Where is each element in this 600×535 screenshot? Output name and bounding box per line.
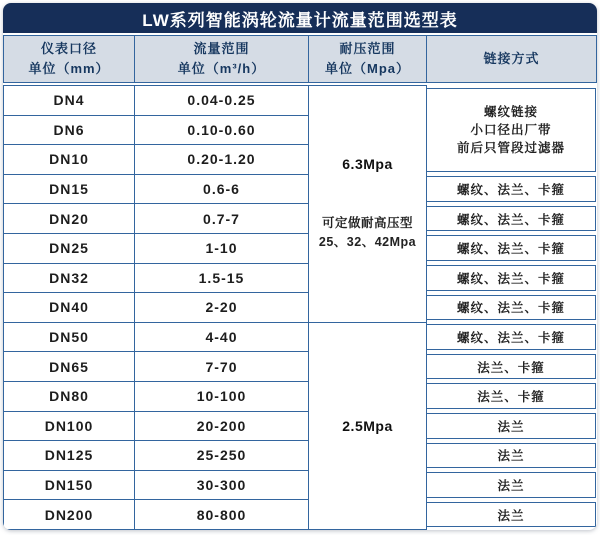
pressure-note [319,214,416,252]
table-title-text: LW系列智能涡轮流量计流量范围选型表 [142,10,458,30]
dn-cell: DN4 [4,86,135,116]
pressure-stack [309,156,426,252]
connection-box: 法兰 [427,443,596,469]
column-header-table [3,35,597,83]
data-table [3,85,597,530]
range-cell: 1-10 [135,233,309,263]
table-row [4,204,598,234]
range-cell: 80-800 [135,500,309,530]
connection-note-line: 前后只管段过滤器 [456,140,565,155]
range-cell: 2-20 [135,293,309,323]
dn-cell: DN65 [4,352,135,382]
range-cell: 0.04-0.25 [135,86,309,116]
dn-cell: DN80 [4,381,135,411]
header-line: 仪表口径 [40,40,97,56]
header-line: 耐压范围 [339,40,396,56]
pressure-note-line: 可定做耐高压型 [321,216,413,231]
connection-box: 螺纹、法兰、卡箍 [427,235,596,261]
dn-cell: DN125 [4,441,135,471]
range-cell: 20-200 [135,411,309,441]
connection-box: 法兰 [427,472,596,498]
pressure-cell-63 [309,86,427,323]
range-cell: 0.6-6 [135,174,309,204]
header-line: 单位（mm） [28,61,110,76]
column-header-row [4,36,597,83]
table-row [4,470,598,500]
range-cell: 30-300 [135,470,309,500]
connection-cell [427,233,598,263]
pressure-value: 6.3Mpa [342,156,393,173]
connection-note-line: 螺纹链接 [483,104,538,119]
dn-cell: DN20 [4,204,135,234]
connection-box: 法兰 [427,413,596,439]
range-cell: 0.7-7 [135,204,309,234]
dn-cell: DN6 [4,115,135,145]
table-title [3,3,597,33]
range-cell: 0.10-0.60 [135,115,309,145]
connection-cell [427,500,598,530]
dn-cell: DN32 [4,263,135,293]
dn-cell: DN40 [4,293,135,323]
table-row [4,322,598,352]
connection-box: 螺纹、法兰、卡箍 [427,176,596,202]
table-row [4,233,598,263]
table-row [4,174,598,204]
dn-cell: DN50 [4,322,135,352]
connection-box: 法兰、卡箍 [427,354,596,380]
table-row [4,411,598,441]
connection-box: 螺纹、法兰、卡箍 [427,295,596,321]
header-line: 单位（m³/h） [177,61,266,76]
connection-cell [427,381,598,411]
dn-cell: DN150 [4,470,135,500]
range-cell: 10-100 [135,381,309,411]
connection-box: 法兰 [427,502,596,528]
table-row [4,441,598,471]
connection-cell [427,263,598,293]
connection-note-line: 小口径出厂带 [470,122,552,137]
selection-table-card [3,3,597,530]
dn-cell: DN10 [4,145,135,175]
column-header-pressure-range [309,36,427,83]
table-row [4,263,598,293]
connection-cell [427,293,598,323]
pressure-cell-25 [309,322,427,529]
dn-cell: DN100 [4,411,135,441]
range-cell: 0.20-1.20 [135,145,309,175]
pressure-value: 2.5Mpa [342,417,393,434]
connection-box: 螺纹、法兰、卡箍 [427,265,596,291]
column-header-connection [427,36,597,83]
dn-cell: DN25 [4,233,135,263]
table-row [4,352,598,382]
connection-note-box [427,88,596,173]
pressure-note-line: 25、32、42Mpa [318,234,417,249]
header-line: 链接方式 [483,50,540,66]
table-row [4,500,598,530]
range-cell: 4-40 [135,322,309,352]
connection-box: 螺纹、法兰、卡箍 [427,324,596,350]
connection-cell-merged [427,86,598,175]
dn-cell: DN200 [4,500,135,530]
table-row [4,86,598,116]
header-line: 单位（Mpa） [324,61,410,76]
connection-cell [427,470,598,500]
connection-cell [427,441,598,471]
column-header-flow-range [135,36,309,83]
range-cell: 1.5-15 [135,263,309,293]
header-line: 流量范围 [193,40,250,56]
table-row [4,381,598,411]
range-cell: 7-70 [135,352,309,382]
connection-cell [427,411,598,441]
connection-cell [427,204,598,234]
connection-box: 螺纹、法兰、卡箍 [427,206,596,232]
connection-cell [427,174,598,204]
connection-cell [427,322,598,352]
connection-box: 法兰、卡箍 [427,383,596,409]
table-row [4,293,598,323]
connection-cell [427,352,598,382]
dn-cell: DN15 [4,174,135,204]
range-cell: 25-250 [135,441,309,471]
column-header-diameter [4,36,135,83]
